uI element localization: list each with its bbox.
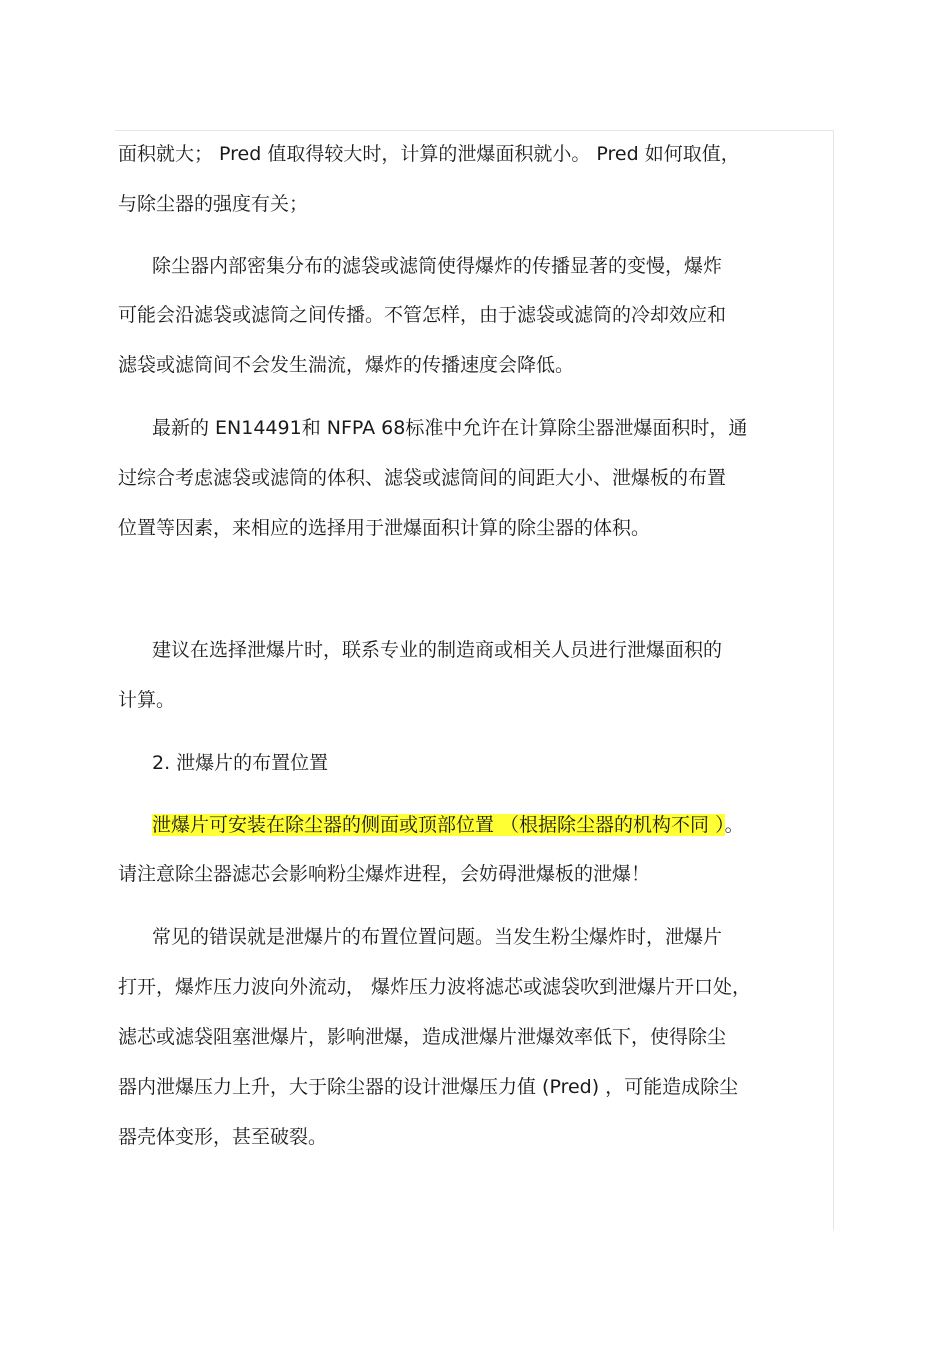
- page-border-top: [115, 130, 834, 131]
- text-line-14: 常见的错误就是泄爆片的布置位置问题。当发生粉尘爆炸时，泄爆片: [152, 926, 723, 948]
- text-line-4: 可能会沿滤袋或滤筒之间传播。不管怎样，由于滤袋或滤筒的冷却效应和: [118, 304, 727, 326]
- section-heading: 2. 泄爆片的布置位置: [152, 752, 329, 774]
- highlight-trailing-period: 。: [724, 814, 744, 836]
- text-line-3: 除尘器内部密集分布的滤袋或滤筒使得爆炸的传播显著的变慢，爆炸: [152, 255, 723, 277]
- text-line-17: 器内泄爆压力上升，大于除尘器的设计泄爆压力值 (Pred) ，可能造成除尘: [118, 1076, 739, 1098]
- text-line-18: 器壳体变形，甚至破裂。: [118, 1126, 328, 1148]
- text-line-6: 最新的 EN14491和 NFPA 68标准中允许在计算除尘器泄爆面积时，通: [152, 417, 748, 439]
- text-line-8: 位置等因素，来相应的选择用于泄爆面积计算的除尘器的体积。: [118, 517, 651, 539]
- text-line-16: 滤芯或滤袋阻塞泄爆片，影响泄爆，造成泄爆片泄爆效率低下，使得除尘: [118, 1026, 727, 1048]
- text-line-10: 计算。: [118, 689, 176, 711]
- highlighted-text-line: [152, 812, 744, 838]
- text-line-1: 面积就大； Pred 值取得较大时，计算的泄爆面积就小。 Pred 如何取值，: [118, 143, 740, 165]
- page-border-right: [833, 130, 834, 1230]
- highlighted-text: 泄爆片可安装在除尘器的侧面或顶部位置 （根据除尘器的机构不同 ）: [152, 814, 725, 836]
- text-line-2: 与除尘器的强度有关；: [118, 193, 309, 215]
- text-line-9: 建议在选择泄爆片时，联系专业的制造商或相关人员进行泄爆面积的: [152, 639, 723, 661]
- text-line-7: 过综合考虑滤袋或滤筒的体积、滤袋或滤筒间的间距大小、泄爆板的布置: [118, 467, 727, 489]
- text-line-13: 请注意除尘器滤芯会影响粉尘爆炸进程，会妨碍泄爆板的泄爆！: [118, 863, 651, 885]
- text-line-5: 滤袋或滤筒间不会发生湍流，爆炸的传播速度会降低。: [118, 354, 575, 376]
- text-line-15: 打开，爆炸压力波向外流动， 爆炸压力波将滤芯或滤袋吹到泄爆片开口处，: [118, 976, 752, 998]
